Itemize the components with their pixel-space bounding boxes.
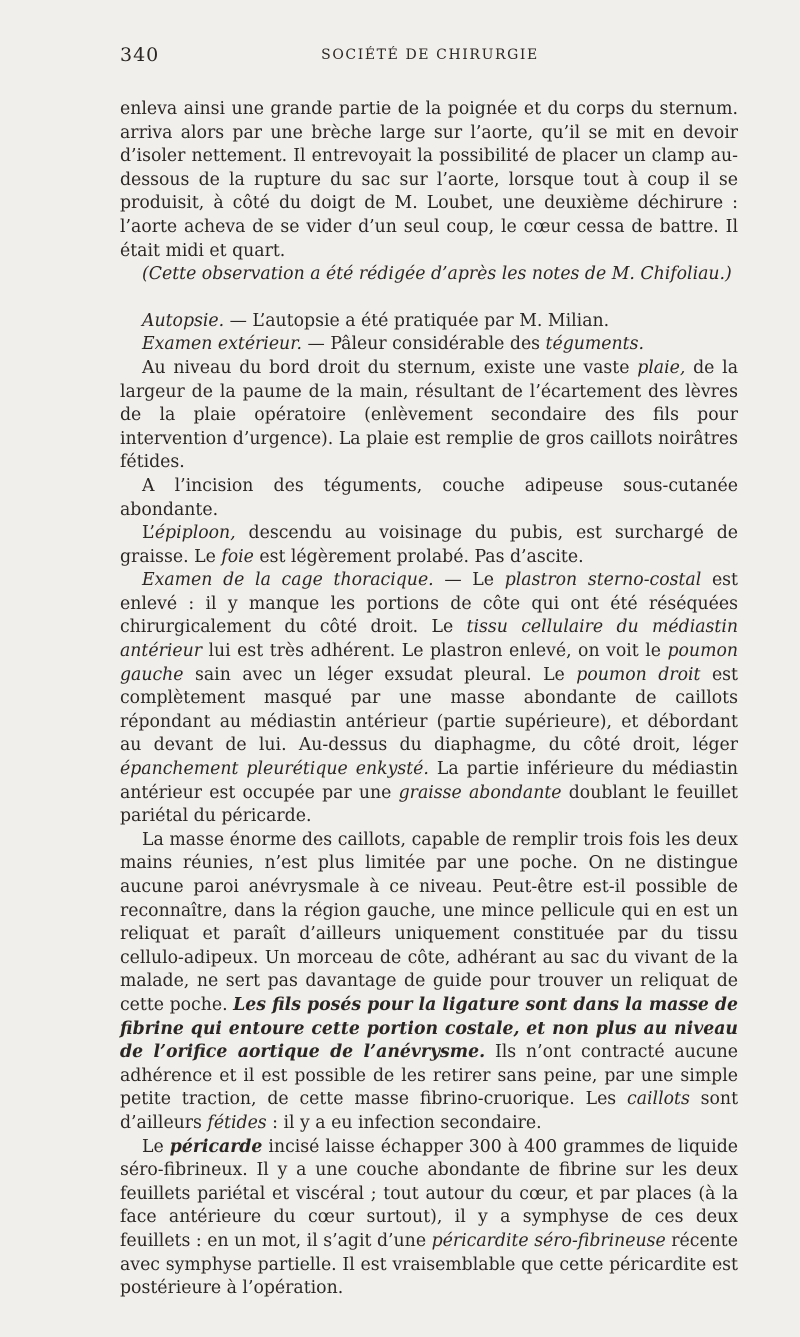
page-number: 340 [120, 44, 160, 66]
tissu-cellulaire-term: tissu cellulaire du médiastin antérieur [120, 617, 739, 662]
paragraph-autopsie [120, 310, 738, 334]
plastron-term: plastron sterno-costal [504, 570, 702, 591]
body-text [120, 98, 738, 1301]
paragraph-caillots [120, 829, 738, 1136]
pericarde-text-c: récente avec symphyse partielle. Il est vraisemblable que cette péricardite est postérieure à l’opération. [120, 1230, 738, 1299]
autopsie-label: Autopsie. [142, 310, 225, 331]
epiploon-text-c: est légèrement prolabé. Pas d’ascite. [253, 546, 584, 567]
paragraph-examen-exterieur [120, 333, 738, 357]
cage-text-a: — Le [433, 570, 505, 591]
plaie-text-b: de la largeur de la paume de la main, résultant de l’écartement des lèvres de la plaie opératoire (enlèvement secondaire des fils pour intervention d’urgence). La plaie est remplie de gros caillots noirâtres fétides. [120, 357, 738, 473]
cage-text-f: La partie inférieure du médiastin antérieur est occupée par une [120, 759, 738, 803]
cage-text-c: lui est très adhérent. Le plastron enlevé, on voit le [202, 641, 668, 662]
caillots-text-b: Ils n’ont contracté aucune adhérence et il est possible de les retirer sans peine, par une simple petite traction, de cette masse fibrino-cruorique. Les [120, 1042, 738, 1110]
epanchement-term: épanchement pleurétique enkysté. [120, 759, 429, 780]
caillots-text-c: sont d’ailleurs [120, 1089, 739, 1133]
epiploon-text-a: L’ [142, 523, 155, 544]
plaie-term: plaie, [637, 357, 686, 378]
epiploon-term: épiploon, [154, 523, 236, 544]
autopsie-text: — L’autopsie a été pratiquée par M. Milian. [224, 310, 610, 331]
paragraph-pericarde [120, 1136, 738, 1301]
poumon-gauche-term: poumon gauche [120, 641, 738, 685]
cage-text-b: est enlevé : il y manque les portions de côte qui ont été réséquées chirurgicalement du côté droit. Le [120, 570, 738, 638]
running-title: SOCIÉTÉ DE CHIRURGIE [321, 47, 539, 63]
observation-note-text: (Cette observation a été rédigée d’après les notes de M. Chifoliau.) [142, 264, 732, 285]
cage-thoracique-label: Examen de la cage thoracique. [142, 570, 434, 591]
paragraph-plaie [120, 357, 738, 475]
pericarde-term: péricarde [169, 1136, 263, 1157]
teguments-term: téguments. [545, 334, 644, 355]
page-header [120, 44, 740, 68]
paragraph-incision: A l’incision des téguments, couche adipeuse sous-cutanée abondante. [120, 475, 738, 520]
cage-text-e: est complètement masqué par une masse abondante de caillots répondant au médiastin antérieur (partie supérieure), et débordant au devant de lui. Au-dessus du diaphagme, du côté droit, léger [120, 664, 738, 756]
paragraph-cage-thoracique [120, 569, 738, 829]
cage-text-g: doublant le feuillet pariétal du péricarde. [120, 782, 738, 827]
poumon-droit-term: poumon droit [576, 664, 701, 685]
examen-exterieur-text: — Pâleur considérable des [302, 334, 546, 355]
plaie-text-a: Au niveau du bord droit du sternum, existe une vaste [142, 357, 638, 378]
caillots-text-d: : il y a eu infection secondaire. [266, 1112, 542, 1133]
pericarde-text-a: Le [142, 1136, 170, 1157]
caillots-term: caillots [627, 1089, 690, 1110]
graisse-term: graisse abondante [398, 782, 562, 803]
foie-term: foie [221, 546, 254, 567]
pericardite-term: péricardite séro-fibrineuse [431, 1230, 666, 1251]
examen-exterieur-label: Examen extérieur. [142, 334, 303, 355]
fils-poses-emphasis: Les fils posés pour la ligature sont dans la masse de fibrine qui entoure cette portion costale, et non plus au niveau de l’orifice aortique de l’anévrysme. [120, 994, 738, 1063]
cage-text-d: sain avec un léger exsudat pleural. Le [183, 664, 577, 685]
paragraph-continued: enleva ainsi une grande partie de la poignée et du corps du sternum. arriva alors par une brèche large sur l’aorte, qu’il se mit en devoir d’isoler nettement. Il entrevoyait la possibilité de placer un clamp au-dessous de la rupture du sac sur l’aorte, lorsque tout à coup il se produisit, à côté du doigt de M. Loubet, une deuxième déchirure : l’aorte acheva de se vider d’un seul coup, le cœur cessa de battre. Il était midi et quart. [120, 99, 738, 261]
pericarde-text-b: incisé laisse échapper 300 à 400 grammes de liquide séro-fibrineux. Il y a une couche abondante de fibrine sur les deux feuillets pariétal et viscéral ; tout autour du cœur, et par places (à la face antérieure du cœur surtout), il y a symphyse de ces deux feuillets : en un mot, il s’agit d’une [120, 1136, 738, 1251]
epiploon-text-b: descendu au voisinage du pubis, est surchargé de graisse. Le [120, 523, 738, 567]
fetides-term: fétides [207, 1112, 267, 1133]
caillots-text-a: La masse énorme des caillots, capable de remplir trois fois les deux mains réunies, n’est plus limitée par une poche. On ne distingue aucune paroi anévrysmale à ce niveau. Peut-être est-il possible de reconnaître, dans la région gauche, une mince pellicule qui en est un reliquat et paraît d’ailleurs uniquement constituée par du tissu cellulo-adipeux. Un morceau de côte, adhérant au sac du vivant de la malade, ne sert pas davantage de guide pour trouver un reliquat de cette poche. [120, 829, 738, 1015]
paragraph-epiploon [120, 522, 738, 569]
observation-note [120, 263, 738, 287]
